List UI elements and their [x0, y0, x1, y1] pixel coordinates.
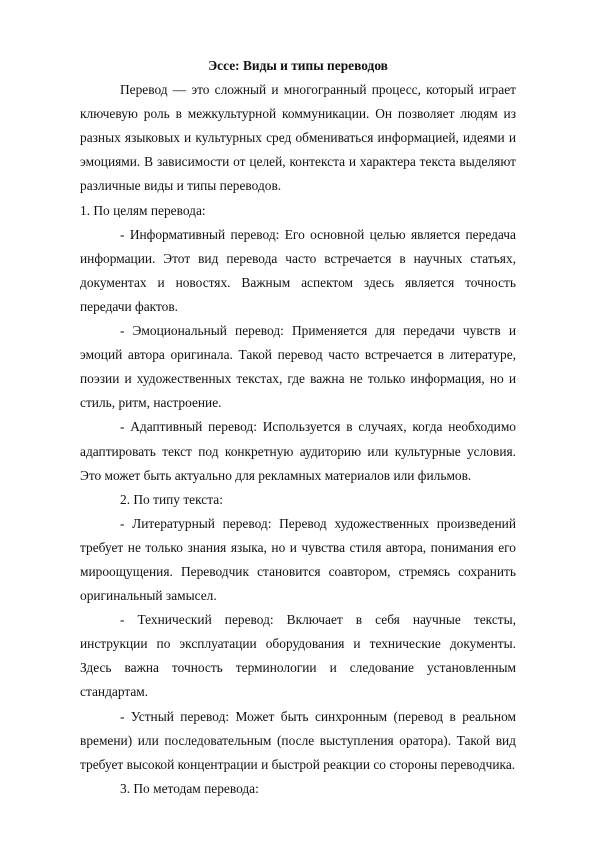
document-title: Эссе: Виды и типы переводов: [208, 58, 388, 73]
paragraph-adaptive: - Адаптивный перевод: Используется в случаях, когда необходимо адаптировать текст под конкретную аудиторию или культурные условия. Это может быть актуально для рекламных материалов или фильмов.: [80, 419, 516, 483]
section-heading-methods: 3. По методам перевода:: [120, 780, 259, 796]
paragraph-intro: Перевод — это сложный и многогранный процесс, который играет ключевую роль в межкультурной коммуникации. Он позволяет людям из разных языковых и культурных сред обмениваться информацией, идеями и эмоциями. В зависимости от целей, контекста и характера текста выделяют различные виды и типы переводов.: [80, 82, 516, 194]
paragraph-literary: - Литературный перевод: Перевод художественных произведений требует не только знания языка, но и чувства стиля автора, понимания его мироощущения. Переводчик становится соавтором, стремясь сохранить оригинальный замысел.: [80, 515, 516, 604]
paragraph-technical: - Технический перевод: Включает в себя научные тексты, инструкции по эксплуатации оборудования и технические документы. Здесь важна точность терминологии и следование установленным стандартам.: [80, 612, 516, 700]
paragraph-informative: - Информативный перевод: Его основной целью является передача информации. Этот вид перевода часто встречается в научных статьях, документах и новостях. Важным аспектом здесь является точность передачи фактов.: [80, 226, 516, 314]
document-body: [80, 54, 516, 801]
paragraph-interpreting: - Устный перевод: Может быть синхронным (перевод в реальном времени) или последовательным (после выступления оратора). Такой вид требует высокой концентрации и быстрой реакции со стороны переводчика.: [80, 708, 516, 772]
section-heading-text-type: 2. По типу текста:: [120, 491, 223, 507]
section-heading-purpose: 1. По целям перевода:: [80, 202, 206, 218]
paragraph-emotional: - Эмоциональный перевод: Применяется для передачи чувств и эмоций автора оригинала. Такой перевод часто встречается в литературе, поэзии и художественных текстах, где важна не только информация, но и стиль, ритм, настроение.: [80, 323, 516, 411]
